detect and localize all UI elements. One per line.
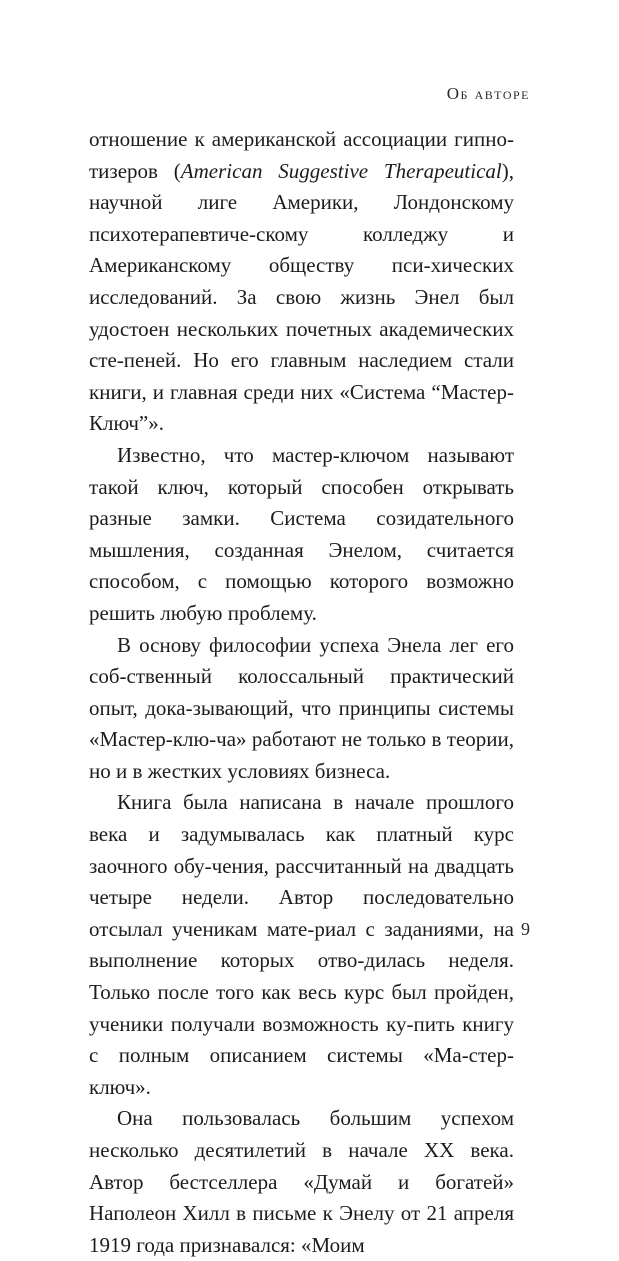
paragraph-3 — [89, 630, 514, 788]
running-head: Об авторе — [446, 84, 530, 103]
paragraph-text: В основу философии успеха Энела лег его соб-ственный колоссальный практический опыт, дока-зывающий, что принципы системы «Мастер-клю-ча» работают не только в теории, но и в жестких условиях бизнеса. — [89, 632, 514, 783]
paragraph-5 — [89, 1103, 514, 1261]
paragraph-text: отношение к американской ассоциации гипно-тизеров ( — [89, 127, 514, 183]
paragraph-text: Известно, что мастер-ключом называют такой ключ, который способен открывать разные замки. Система созидательного мышления, созданная Энелом, считается способом, с помощью которого возможно решить любую проблему. — [89, 442, 514, 625]
paragraph-text: ), научной лиге Америки, Лондонскому психотерапевтиче-скому колледжу и Американскому обществу пси-хических исследований. За свою жизнь Энел был удостоен нескольких почетных академических сте-пеней. Но его главным наследием стали книги, и главная среди них «Система “Мастер-Ключ”». — [89, 158, 514, 436]
paragraph-1 — [89, 124, 514, 440]
paragraph-text: Книга была написана в начале прошлого века и задумывалась как платный курс заочного обу-чения, рассчитанный на двадцать четыре недели. Автор последовательно отсылал ученикам мате-риал с заданиями, на выполнение которых отво-дилась неделя. Только после того как весь курс был пройден, ученики получали возможность ку-пить книгу с полным описанием системы «Ма-стер-ключ». — [89, 790, 514, 1099]
page-number: 9 — [521, 919, 530, 939]
body-text — [89, 124, 514, 1261]
paragraph-text: Она пользовалась большим успехом несколько десятилетий в начале XX века. Автор бестселлера «Думай и богатей» Наполеон Хилл в письме к Энелу от 21 апреля 1919 года признавался: «Моим — [89, 1106, 514, 1257]
paragraph-2 — [89, 440, 514, 630]
paragraph-4 — [89, 787, 514, 1103]
italic-text: American Suggestive Therapeutical — [180, 158, 502, 183]
